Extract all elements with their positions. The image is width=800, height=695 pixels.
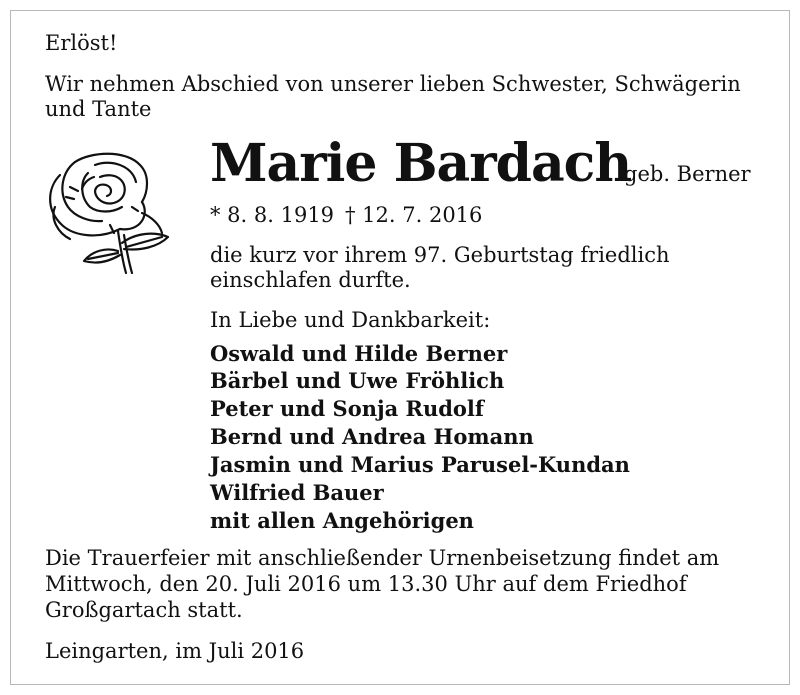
ceremony-line-2: Mittwoch, den 20. Juli 2016 um 13.30 Uhr auf dem Friedhof: [45, 572, 687, 596]
mourner-name: Wilfried Bauer: [210, 480, 384, 505]
intro-line-1: Wir nehmen Abschied von unserer lieben Schwester, Schwägerin: [45, 72, 741, 96]
mourner-name: Bärbel und Uwe Fröhlich: [210, 368, 505, 393]
death-date: † 12. 7. 2016: [345, 203, 483, 227]
mourner-name: Peter und Sonja Rudolf: [210, 396, 484, 421]
place-date: Leingarten, im Juli 2016: [45, 639, 305, 663]
mourner-name: mit allen Angehörigen: [210, 508, 474, 533]
rose-icon: [40, 147, 175, 277]
mourners-intro: In Liebe und Dankbarkeit:: [210, 308, 491, 332]
maiden-name: geb. Berner: [624, 162, 751, 186]
deceased-text-line-2: einschlafen durfte.: [210, 268, 411, 292]
ceremony-line-1: Die Trauerfeier mit anschließender Urnenbeisetzung findet am: [45, 546, 720, 570]
ceremony-line-3: Großgartach statt.: [45, 598, 243, 622]
mourner-name: Jasmin und Marius Parusel-Kundan: [210, 452, 630, 477]
birth-date: * 8. 8. 1919: [210, 203, 335, 227]
exclamation: Erlöst!: [45, 31, 118, 55]
intro-line-2: und Tante: [45, 97, 152, 121]
deceased-name: Marie Bardach: [210, 133, 632, 194]
mourner-name: Oswald und Hilde Berner: [210, 341, 508, 366]
deceased-text-line-1: die kurz vor ihrem 97. Geburtstag friedlich: [210, 243, 670, 267]
mourner-name: Bernd und Andrea Homann: [210, 424, 534, 449]
